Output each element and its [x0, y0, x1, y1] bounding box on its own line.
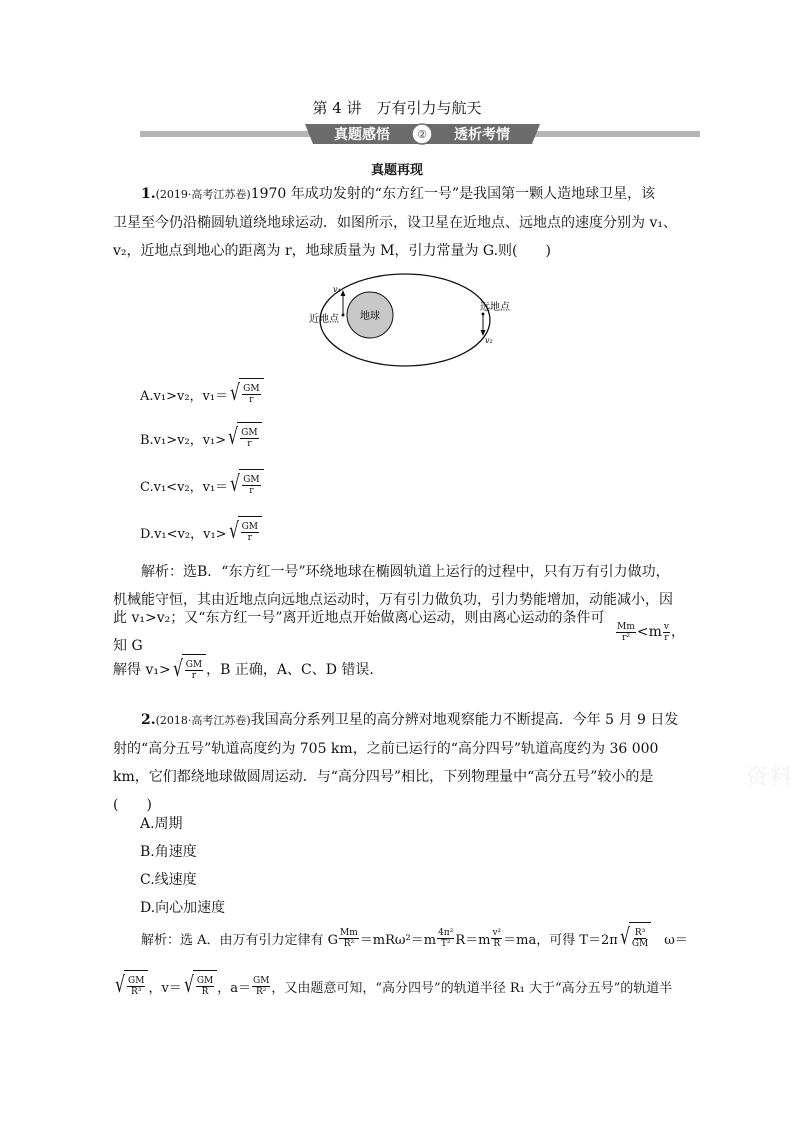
q2-option-c[interactable]: C.线速度: [140, 872, 197, 888]
q1-line2: 卫星至今仍沿椭圆轨道绕地球运动．如图所示，设卫星在近地点、远地点的速度分别为 v₁、: [113, 215, 677, 231]
q1-line3: v₂，近地点到地心的距离为 r，地球质量为 M，引力常量为 G.则( ): [113, 243, 551, 259]
q1-source: (2019·高考江苏卷): [155, 188, 251, 201]
q2-solution-line2: √ $\frac{GM}{\text{R³}}$ ，v＝ √ $\frac{GM}{R}$ ，a＝ $\frac{GM}{\text{R²}}$ ，又由题意可知，“高分四号”的轨道半径 R₁ 大于“高分五号”的轨道半: [113, 964, 688, 1008]
watermark: 资料: [745, 765, 794, 790]
q2-option-a[interactable]: A.周期: [140, 816, 183, 832]
q2-option-b[interactable]: B.角速度: [140, 844, 197, 860]
q1-option-b[interactable]: B.v₁>v₂，v₁> √ $\frac{GM}{r}$: [140, 418, 262, 458]
orbit-diagram: [305, 270, 525, 370]
q1-option-c[interactable]: C.v₁<v₂，v₁＝ √ $\frac{GM}{r}$: [140, 465, 264, 505]
apogee-label: 远地点: [480, 302, 510, 313]
lesson-title: 第 4 讲 万有引力与航天: [312, 99, 482, 117]
banner-number: ②: [417, 128, 427, 141]
banner-left-text: 真题感悟: [334, 127, 390, 143]
section-heading: 真题再现: [370, 163, 423, 178]
v2-label: v₂: [485, 336, 493, 345]
section-banner: [140, 122, 700, 146]
q2-options: [140, 810, 710, 922]
q1-option-a[interactable]: A.v₁>v₂，v₁＝ √ $\frac{GM}{r}$: [140, 374, 264, 414]
q1-solution: 解析：选B．“东方红一号”环绕地球在椭圆轨道上运行的过程中，只有万有引力做功， 机械能守恒，其由近地点向远地点运动时，万有引力做负功，引力势能增加，动能减小，因 此 v₁>v₂；又“东方红一号”离开近地点开始做离心运动，则由离心运动的条件可知 G $\frac{Mm}{\text{r²}}$ <m $\frac{v}{r}$ ， 解得 v₁> √ $\frac{GM}{r}$ ，B 正确，A、C、D 错误．: [113, 558, 685, 690]
q2-source: (2018·高考江苏卷): [155, 714, 251, 727]
q1-stem: 1.(2019·高考江苏卷)1970 年成功发射的“东方红一号”是我国第一颗人造地球卫星，该 卫星至今仍沿椭圆轨道绕地球运动．如图所示，设卫星在近地点、远地点的速度分别为 v₁、 v₂，近地点到地心的距离为 r，地球质量为 M，引力常量为 G.则( ): [113, 180, 683, 265]
q2-solution-line1: 解析：选 A．由万有引力定律有 G $\frac{Mm}{\text{R²}}$ ＝mRω²＝m $\frac{\text{4π²}}{\text{T²}}$ R＝m $\frac{\text{v²}}{R}$ ＝ma，可得 T＝2π √ $\frac{\text{R³}}{GM}$ ω＝: [113, 918, 688, 958]
perigee-label: 近地点: [309, 314, 339, 325]
q1-option-d[interactable]: D.v₁<v₂，v₁> √ $\frac{GM}{r}$: [140, 512, 262, 552]
earth-label: 地球: [360, 311, 380, 322]
v1-label: v₁: [333, 285, 341, 294]
q2-stem: 2.(2018·高考江苏卷)我国高分系列卫星的高分辨对地观察能力不断提高．今年 5 月 9 日发 射的“高分五号”轨道高度约为 705 km，之前已运行的“高分四号”轨道高度约为 36 000 km，它们都绕地球做圆周运动．与“高分四号”相比，下列物理量中“高分五号”较小的是 ( ): [113, 712, 679, 813]
q2-number: 2.: [141, 712, 156, 728]
banner-right-text: 透析考情: [454, 127, 510, 143]
q1-number: 1.: [141, 186, 156, 202]
q2-option-d[interactable]: D.向心加速度: [140, 900, 226, 916]
